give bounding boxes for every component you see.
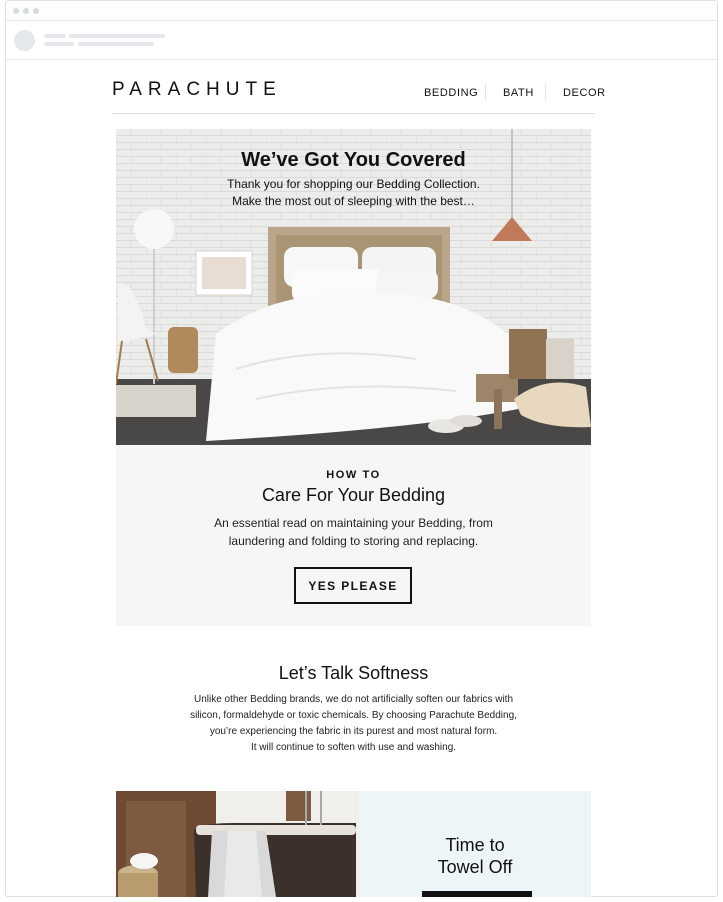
hero-title: We’ve Got You Covered — [241, 149, 466, 171]
brand-logo[interactable]: PARACHUTE — [112, 79, 282, 100]
bathroom-illustration — [116, 791, 359, 897]
header-divider — [112, 113, 595, 114]
nav-item-decor[interactable]: DECOR — [563, 87, 606, 99]
towel-title-line: Time to — [445, 835, 505, 855]
hero-subtitle-line: Make the most out of sleeping with the best… — [232, 194, 475, 208]
nav-decor-wrap — [563, 86, 606, 100]
placeholder-line — [78, 42, 154, 46]
care-description-line: An essential read on maintaining your Bedding, from — [214, 516, 493, 530]
care-title: Care For Your Bedding — [261, 485, 446, 505]
nav-item-bedding[interactable]: BEDDING — [424, 87, 479, 99]
softness-body-line: It will continue to soften with use and washing. — [250, 742, 457, 753]
window-titlebar — [6, 1, 717, 21]
hero-subtitle-line: Thank you for shopping our Bedding Collection. — [227, 177, 480, 191]
placeholder-line — [44, 42, 74, 46]
window-dot-icon — [23, 8, 29, 14]
softness-title: Let’s Talk Softness — [278, 663, 429, 683]
window-dot-icon — [33, 8, 39, 14]
placeholder-line — [44, 34, 66, 38]
nav-divider — [545, 84, 546, 100]
care-section — [116, 445, 591, 626]
yes-please-button[interactable]: YES PLEASE — [294, 567, 412, 604]
towel-cta-button[interactable] — [422, 891, 532, 897]
softness-body-line: you’re experiencing the fabric in its purest and most natural form. — [209, 726, 498, 737]
window-dot-icon — [13, 8, 19, 14]
nav-bath-wrap — [503, 86, 534, 100]
nav-bedding-wrap — [424, 86, 478, 100]
nav-item-bath[interactable]: BATH — [503, 87, 534, 99]
bath-image[interactable] — [116, 791, 359, 897]
care-description-line: laundering and folding to storing and replacing. — [228, 534, 479, 548]
nav-divider — [485, 84, 486, 100]
placeholder-line — [69, 34, 165, 38]
towel-promo-panel — [359, 791, 591, 897]
care-eyebrow: HOW TO — [326, 469, 381, 481]
softness-body-line: silicon, formaldehyde or toxic chemicals. By choosing Parachute Bedding, — [190, 710, 517, 721]
hero-image[interactable] — [116, 129, 591, 445]
sender-avatar — [14, 30, 35, 51]
email-header-placeholder — [6, 21, 717, 60]
softness-body-line: Unlike other Bedding brands, we do not artificially soften our fabrics with — [193, 694, 514, 705]
towel-title-line: Towel Off — [437, 857, 513, 877]
